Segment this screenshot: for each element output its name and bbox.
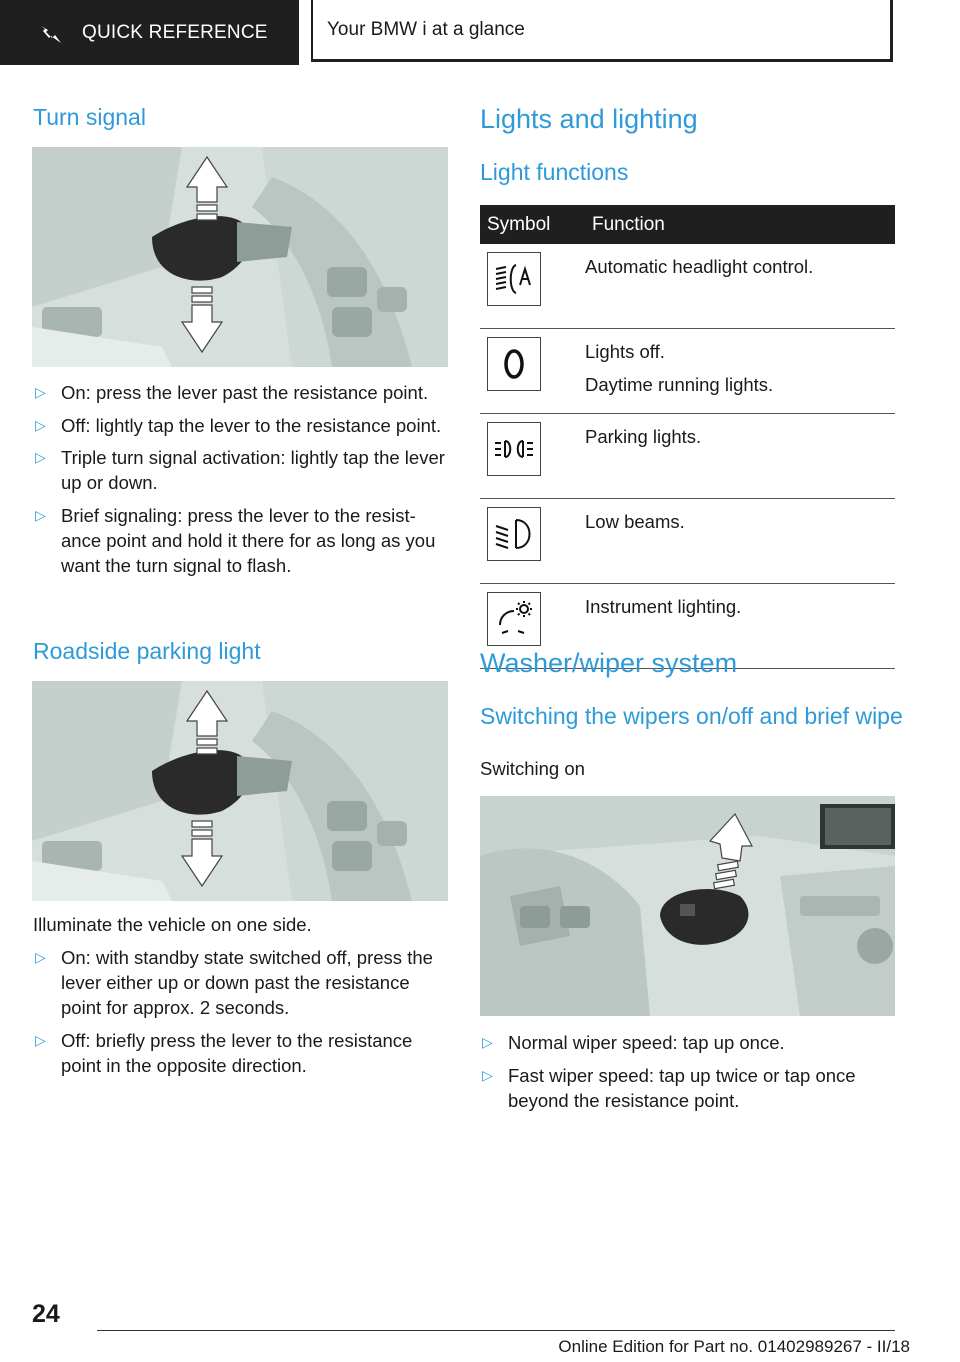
roadside-intro: Illuminate the vehicle on one side. [33, 914, 312, 935]
list-item: ▷ Off: lightly tap the lever to the resistance point. [35, 414, 442, 436]
lights-heading: Lights and lighting [480, 104, 698, 134]
table-row [480, 329, 895, 414]
instrument-lighting-icon [487, 592, 541, 646]
wiper-subheading: Switching the wipers on/off and brief wipe [480, 703, 903, 729]
function-text: Automatic headlight control. [585, 256, 814, 277]
switching-on-label: Switching on [480, 758, 585, 779]
quick-reference-icon [38, 20, 64, 46]
bullet-triangle-icon: ▷ [35, 384, 46, 400]
light-functions-table [480, 205, 895, 669]
bullet-triangle-icon: ▷ [482, 1034, 493, 1050]
list-item: ▷ Off: briefly press the lever to the resistance point in the opposite direction. [35, 1029, 413, 1076]
edition-text: Online Edition for Part no. 01402989267 - II/18 [558, 1337, 910, 1356]
bullet-triangle-icon: ▷ [35, 1031, 46, 1048]
bullet-triangle-icon: ▷ [35, 506, 46, 523]
wiper-heading: Washer/wiper system [480, 648, 738, 678]
roadside-heading: Roadside parking light [33, 638, 261, 664]
low-beams-icon [487, 507, 541, 561]
chapter-title: Your BMW i at a glance [327, 18, 525, 40]
function-text: Low beams. [585, 511, 685, 532]
page-number: 24 [32, 1300, 60, 1328]
turn-signal-list [33, 380, 453, 585]
wiper-illustration [480, 796, 895, 1016]
section-title: QUICK REFERENCE [82, 21, 268, 43]
bullet-triangle-icon: ▷ [482, 1066, 493, 1083]
lights-off-icon [487, 337, 541, 391]
list-item: ▷ Brief signaling: press the lever to the resist‐ance point and hold it there for as long as you want the turn signal to flash. [35, 504, 436, 576]
turn-signal-heading: Turn signal [33, 104, 146, 130]
table-header-symbol: Symbol [480, 205, 585, 244]
function-text: Lights off. [585, 341, 665, 362]
chapter-tab [311, 0, 893, 62]
list-item: ▷ Normal wiper speed: tap up once. [482, 1032, 785, 1053]
list-item: ▷ Fast wiper speed: tap up twice or tap once beyond the resistance point. [482, 1064, 856, 1111]
wiper-list [480, 1030, 900, 1120]
function-text: Instrument lighting. [585, 596, 742, 617]
table-row [480, 244, 895, 329]
function-text: Daytime running lights. [585, 374, 774, 395]
list-item: ▷ Triple turn signal activation: lightly tap the lever up or down. [35, 447, 445, 493]
list-item: ▷ On: press the lever past the resistance point. [35, 382, 429, 403]
parking-lights-icon [487, 422, 541, 476]
roadside-illustration [32, 681, 448, 901]
section-tab [0, 0, 299, 65]
light-functions-heading: Light functions [480, 159, 629, 185]
function-text: Parking lights. [585, 426, 702, 447]
list-item: ▷ On: with standby state switched off, press the lever either up or down past the resistance point for approx. 2 seconds. [35, 947, 433, 1018]
footer-divider [97, 1330, 895, 1331]
automatic-headlight-icon [487, 252, 541, 306]
bullet-triangle-icon: ▷ [35, 949, 46, 965]
bullet-triangle-icon: ▷ [35, 416, 46, 433]
turn-signal-illustration [32, 147, 448, 367]
bullet-triangle-icon: ▷ [35, 449, 46, 465]
table-row [480, 499, 895, 584]
table-row [480, 414, 895, 499]
table-header-function: Function [585, 205, 895, 244]
roadside-list [33, 945, 453, 1085]
